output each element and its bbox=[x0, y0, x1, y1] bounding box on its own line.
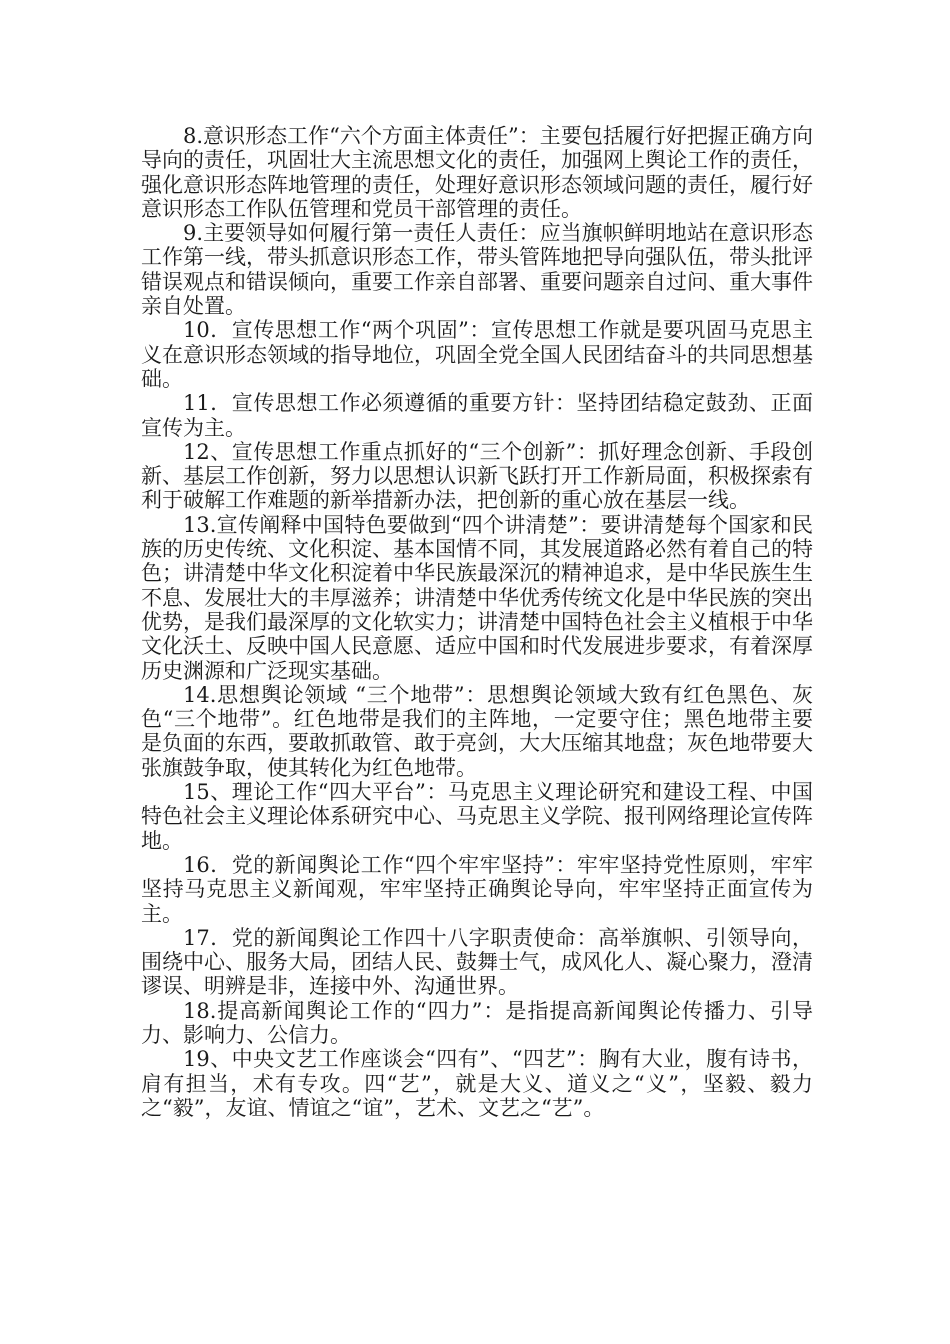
paragraph-17: 17．党的新闻舆论工作四十八字职责使命：高举旗帜、引领导向，围绕中心、服务大局，团结人民、鼓舞士气，成风化人、凝心聚力，澄清谬误、明辨是非，连接中外、沟通世界。 bbox=[141, 925, 813, 999]
paragraph-12: 12、宣传思想工作重点抓好的“三个创新”：抓好理念创新、手段创新、基层工作创新，努力以思想认识新飞跃打开工作新局面，积极探索有利于破解工作难题的新举措新办法，把创新的重心放在基层一线。 bbox=[141, 439, 813, 513]
paragraph-8: 8.意识形态工作“六个方面主体责任”：主要包括履行好把握正确方向导向的责任，巩固壮大主流思想文化的责任，加强网上舆论工作的责任，强化意识形态阵地管理的责任，处理好意识形态领域问题的责任，履行好意识形态工作队伍管理和党员干部管理的责任。 bbox=[141, 124, 813, 221]
document-body bbox=[141, 124, 813, 1120]
paragraph-9: 9.主要领导如何履行第一责任人责任：应当旗帜鲜明地站在意识形态工作第一线，带头抓意识形态工作，带头管阵地把导向强队伍，带头批评错误观点和错误倾向，重要工作亲自部署、重要问题亲自过问、重大事件亲自处置。 bbox=[141, 221, 813, 319]
paragraph-11: 11．宣传思想工作必须遵循的重要方针：坚持团结稳定鼓劲、正面宣传为主。 bbox=[141, 391, 813, 440]
paragraph-18: 18.提高新闻舆论工作的“四力”：是指提高新闻舆论传播力、引导力、影响力、公信力。 bbox=[141, 998, 813, 1047]
paragraph-14: 14.思想舆论领域 “三个地带”：思想舆论领域大致有红色黑色、灰色“三个地带”。红色地带是我们的主阵地，一定要守住；黑色地带主要是负面的东西，要敢抓敢管、敢于亮剑，大大压缩其地盘；灰色地带要大张旗鼓争取，使其转化为红色地带。 bbox=[141, 682, 813, 780]
paragraph-15: 15、理论工作“四大平台”：马克思主义理论研究和建设工程、中国特色社会主义理论体系研究中心、马克思主义学院、报刊网络理论宣传阵地。 bbox=[141, 780, 813, 853]
paragraph-16: 16．党的新闻舆论工作“四个牢牢坚持”：牢牢坚持党性原则，牢牢坚持马克思主义新闻观，牢牢坚持正确舆论导向，牢牢坚持正面宣传为主。 bbox=[141, 852, 813, 926]
paragraph-13: 13.宣传阐释中国特色要做到“四个讲清楚”：要讲清楚每个国家和民族的历史传统、文化积淀、基本国情不同，其发展道路必然有着自己的特色；讲清楚中华文化积淀着中华民族最深沉的精神追求，是中华民族生生不息、发展壮大的丰厚滋养；讲清楚中华优秀传统文化是中华民族的突出优势，是我们最深厚的文化软实力；讲清楚中国特色社会主义植根于中华文化沃土、反映中国人民意愿、适应中国和时代发展进步要求，有着深厚历史渊源和广泛现实基础。 bbox=[141, 512, 813, 683]
paragraph-19: 19、中央文艺工作座谈会“四有”、“四艺”：胸有大业，腹有诗书，肩有担当，术有专攻。四“艺”，就是大义、道义之“义”，坚毅、毅力之“毅”，友谊、情谊之“谊”，艺术、文艺之“艺”。 bbox=[141, 1047, 813, 1120]
paragraph-10: 10．宣传思想工作“两个巩固”：宣传思想工作就是要巩固马克思主义在意识形态领域的指导地位，巩固全党全国人民团结奋斗的共同思想基础。 bbox=[141, 318, 813, 391]
